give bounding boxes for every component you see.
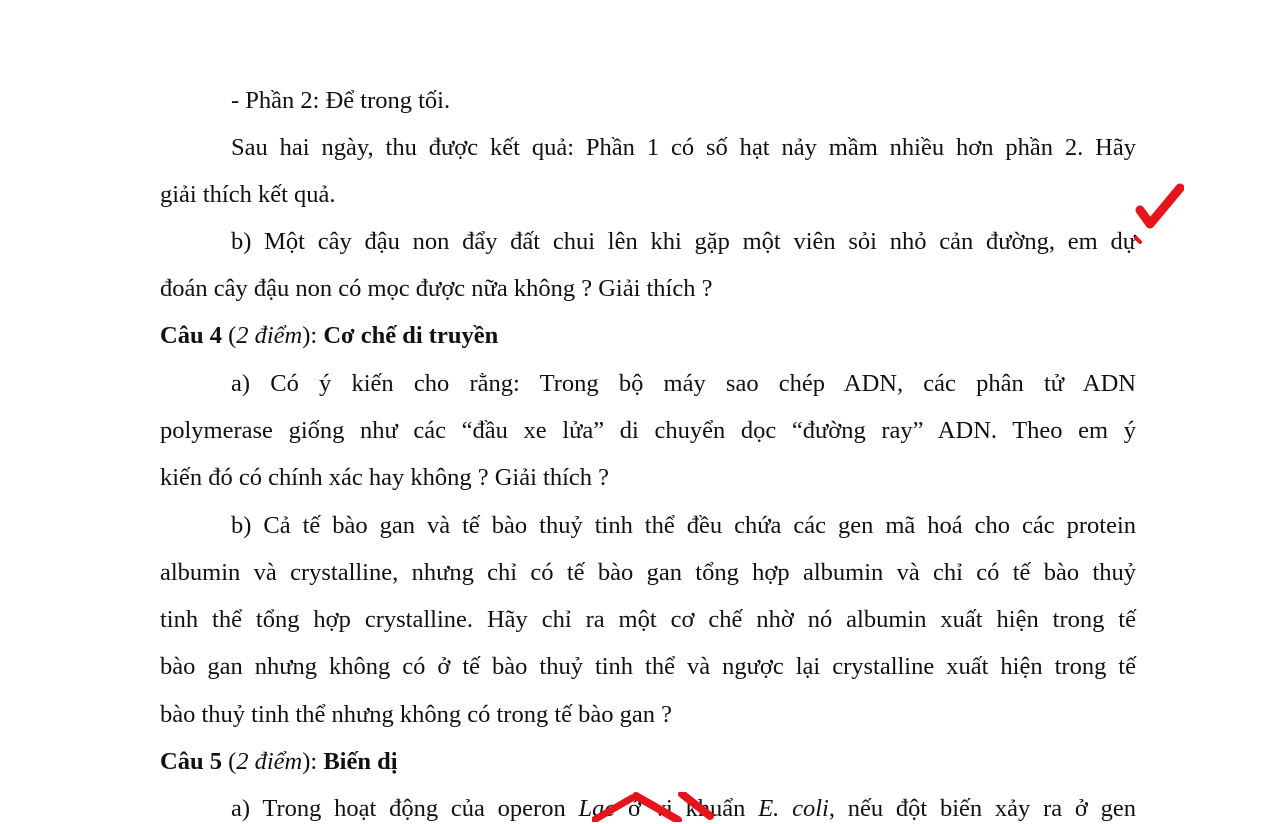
text-line: - Phần 2: Để trong tối. (231, 87, 451, 114)
question-topic: Cơ chế di truyền (323, 322, 499, 349)
text-line: bào gan nhưng không có ở tế bào thuỷ tinh thể và ngược lại crystalline xuất hiện trong tế (160, 653, 1136, 680)
text-line: tinh thể tổng hợp crystalline. Hãy chỉ ra một cơ chế nhờ nó albumin xuất hiện trong tế (160, 606, 1136, 633)
red-marker-stroke-icon (592, 792, 717, 822)
checkmark-icon (1134, 182, 1184, 246)
question-heading: Câu 4 (2 điểm): Cơ chế di truyền (160, 322, 499, 349)
text-line: a) Có ý kiến cho rằng: Trong bộ máy sao chép ADN, các phân tử ADN (231, 370, 1136, 397)
text-line: Sau hai ngày, thu được kết quả: Phần 1 có số hạt nảy mầm nhiều hơn phần 2. Hãy (231, 134, 1136, 161)
question-heading: Câu 5 (2 điểm): Biến dị (160, 748, 398, 775)
question-label: Câu 5 (160, 748, 222, 775)
text-line: b) Một cây đậu non đẩy đất chui lên khi gặp một viên sỏi nhỏ cản đường, em dự (231, 228, 1136, 255)
text-line: albumin và crystalline, nhưng chỉ có tế bào gan tổng hợp albumin và chỉ có tế bào thuỷ (160, 559, 1136, 586)
question-topic: Biến dị (323, 748, 398, 775)
text-line: bào thuỷ tinh thể nhưng không có trong tế bào gan ? (160, 701, 673, 728)
question-points: 2 điểm (236, 748, 303, 775)
text-line: giải thích kết quả. (160, 181, 336, 208)
question-label: Câu 4 (160, 322, 222, 349)
text-line: kiến đó có chính xác hay không ? Giải thích ? (160, 464, 610, 491)
question-points: 2 điểm (236, 322, 303, 349)
text-line: b) Cả tế bào gan và tế bào thuỷ tinh thể đều chứa các gen mã hoá cho các protein (231, 512, 1136, 539)
text-line: polymerase giống như các “đầu xe lửa” di chuyển dọc “đường ray” ADN. Theo em ý (160, 417, 1136, 444)
text-line: đoán cây đậu non có mọc được nữa không ? Giải thích ? (160, 275, 713, 302)
text-line: a) Trong hoạt động của operon Lac ở vi khuẩn E. coli, nếu đột biến xảy ra ở gen (231, 795, 1136, 822)
